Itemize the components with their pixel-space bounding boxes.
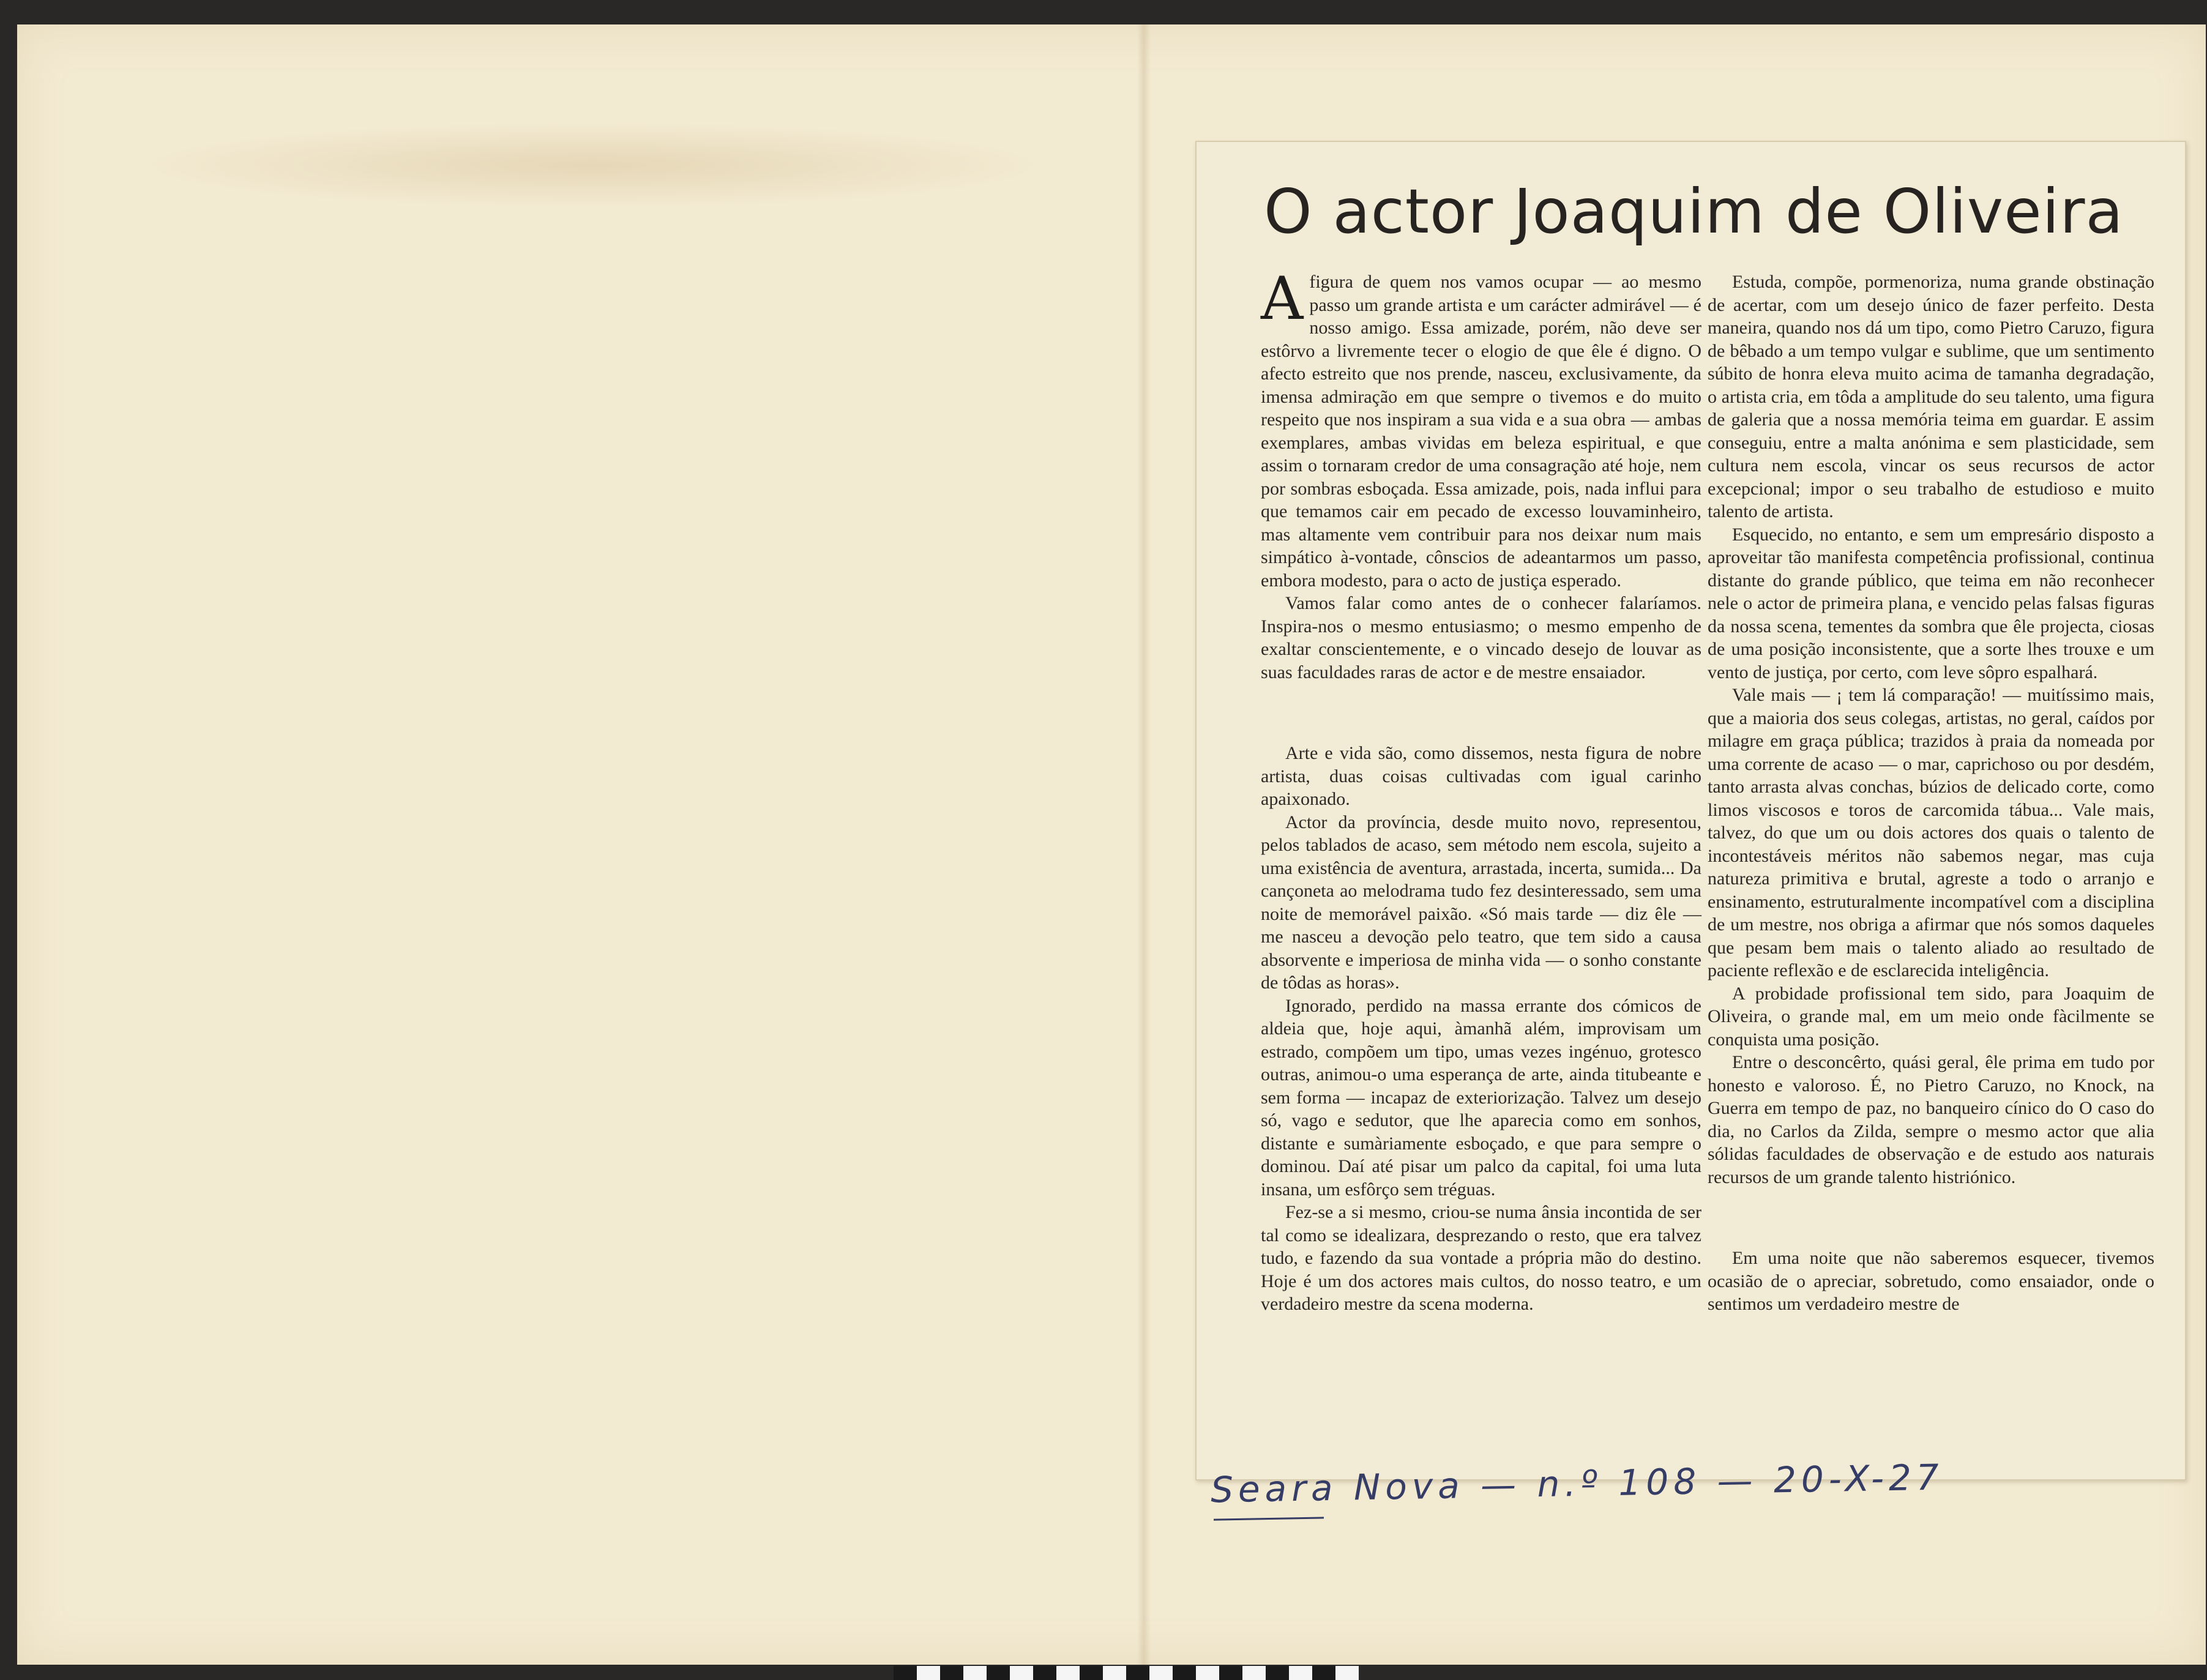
paragraph: Estuda, compõe, pormenoriza, numa grande obstinação de acertar, com um desejo único de fazer perfeito. Desta maneira, quando nos dá um tipo, como Pietro Caruzo, figura de bêbado a um tempo vulgar e sublime, que um sentimento súbito de honra eleva muito acima de tamanha degradação, o artista cria, em tôda a amplitude do seu talento, uma figura de galeria que a nossa memória teima em guardar. E assim conseguiu, entre a malta anónima e sem plasticidade, sem cultura nem escola, vincar os seus recursos de actor excepcional; impor o seu trabalho de estudioso e muito talento de artista. — [1708, 272, 2154, 521]
article-title: O actor Joaquim de Oliveira — [1264, 176, 2124, 247]
handwritten-annotation: Seara Nova — n.º 108 — 20-X-27 — [1210, 1456, 1944, 1511]
paragraph: Fez-se a si mesmo, criou-se numa ânsia incontida de ser tal como se idealizara, desprezando o resto, que era talvez tudo, e fazendo da sua vontade a própria mão do destino. Hoje é um dos actores mais cultos, do nosso teatro, e um verdadeiro mestre da scena moderna. — [1261, 1202, 1701, 1314]
scale-bar — [894, 1666, 1359, 1680]
paragraph: Em uma noite que não saberemos esquecer, tivemos ocasião de o apreciar, sobretudo, como ensaiador, onde o sentimos um verdadeiro mestre de — [1708, 1248, 2154, 1314]
paragraph: Ignorado, perdido na massa errante dos cómicos de aldeia que, hoje aqui, àmanhã além, improvisam um estrado, compõem um tipo, umas vezes ingénuo, grotesco outras, animou-o uma esperança de arte, ainda titubeante e sem forma — incapaz de exteriorização. Talvez um desejo só, vago e sedutor, que lhe aparecia como em sonhos, distante e sumàriamente esboçado, e que para sempre o dominou. Daí até pisar um palco da capital, foi uma luta insana, um esfôrço sem tréguas. — [1261, 995, 1701, 1200]
paper-stain — [133, 122, 1051, 208]
article-column-right — [1708, 271, 2154, 1316]
newspaper-clipping — [1195, 141, 2186, 1480]
paragraph: Esquecido, no entanto, e sem um empresário disposto a aproveitar tão manifesta competência profissional, continua distante do grande público, que teima em não reconhecer nele o actor de primeira plana, e vencido pelas falsas figuras da nossa scena, tementes da sombra que êle projecta, ciosas de uma posição inconsistente, que a sorte lhes trouxe e um vento de justiça, por certo, com leve sôpro espalhará. — [1708, 524, 2154, 682]
paragraph: Vamos falar como antes de o conhecer falaríamos. Inspira-nos o mesmo entusiasmo; o mesmo empenho de exaltar conscientemente, e o vincado desejo de louvar as suas faculdades raras de actor e de mestre ensaiador. — [1261, 593, 1701, 682]
paragraph-text: figura de quem nos vamos ocupar — ao mesmo passo um grande artista e um carácter admirável — é nosso amigo. Essa amizade, porém, não deve ser estôrvo a livremente tecer o elogio de que êle é digno. O afecto estreito que nos prende, nasceu, exclusivamente, da imensa admiração em que sempre o tivemos e do muito respeito que nos inspiram a sua vida e a sua obra — ambas exemplares, ambas vividas em beleza espiritual, e que assim o tornaram credor de uma consagração até hoje, nem por sombras esboçada. Essa amizade, pois, nada influi para que temamos cair em pecado de excesso louvaminheiro, mas altamente vem contribuir para nos deixar num mais simpático à-vontade, cônscios de adeantarmos um passo, embora modesto, para o acto de justiça esperado. — [1261, 272, 1701, 591]
paragraph: Actor da província, desde muito novo, representou, pelos tablados de acaso, sem método nem escola, sujeito a uma existência de aventura, arrastada, incerta, sumida... Da cançoneta ao melodrama tudo fez desinteressado, sem uma noite de memorável paixão. «Só mais tarde — diz êle — me nasceu a devoção pelo teatro, que tem sido a causa absorvente e imperiosa de minha vida — o sonho constante de tôdas as horas». — [1261, 812, 1701, 993]
handwriting-underline — [1214, 1517, 1324, 1520]
page-fold — [1137, 24, 1151, 1665]
paragraph: Entre o desconcêrto, quási geral, êle prima em tudo por honesto e valoroso. É, no Pietro Caruzo, no Knock, na Guerra em tempo de paz, no banqueiro cínico do O caso do dia, no Carlos da Zilda, sempre o mesmo actor que alia sólidas faculdades de observação e de estudo aos naturais recursos de um grande talento histriónico. — [1708, 1052, 2154, 1187]
article-column-left — [1261, 264, 1701, 1316]
paragraph: A probidade profissional tem sido, para Joaquim de Oliveira, o grande mal, em um meio onde fàcilmente se conquista uma posição. — [1708, 983, 2154, 1050]
paragraph: Arte e vida são, como dissemos, nesta figura de nobre artista, duas coisas cultivadas com igual carinho apaixonado. — [1261, 743, 1701, 809]
drop-cap: A — [1261, 264, 1304, 333]
paragraph: Vale mais — ¡ tem lá comparação! — muitíssimo mais, que a maioria dos seus colegas, artistas, no geral, caídos por milagre em graça pública; trazidos à praia da nomeada por uma corrente de acaso — o mar, caprichoso ou por desdém, tanto arrasta alvas conchas, búzios de delicado corte, como limos viscosos e toros de carcomida tábua... Vale mais, talvez, do que um ou dois actores dos quais o talento de incontestáveis méritos não sabemos negar, mas cuja natureza primitiva e brutal, agreste a todo o arranjo e ensinamento, estruturalmente incompatível com a disciplina de um mestre, nos obriga a afirmar que nós somos daqueles que pesam bem mais o talento aliado ao resultado de paciente reflexão e de esclarecida inteligência. — [1708, 685, 2154, 980]
paper-sheet — [17, 24, 2206, 1665]
paragraph — [1261, 264, 1701, 592]
